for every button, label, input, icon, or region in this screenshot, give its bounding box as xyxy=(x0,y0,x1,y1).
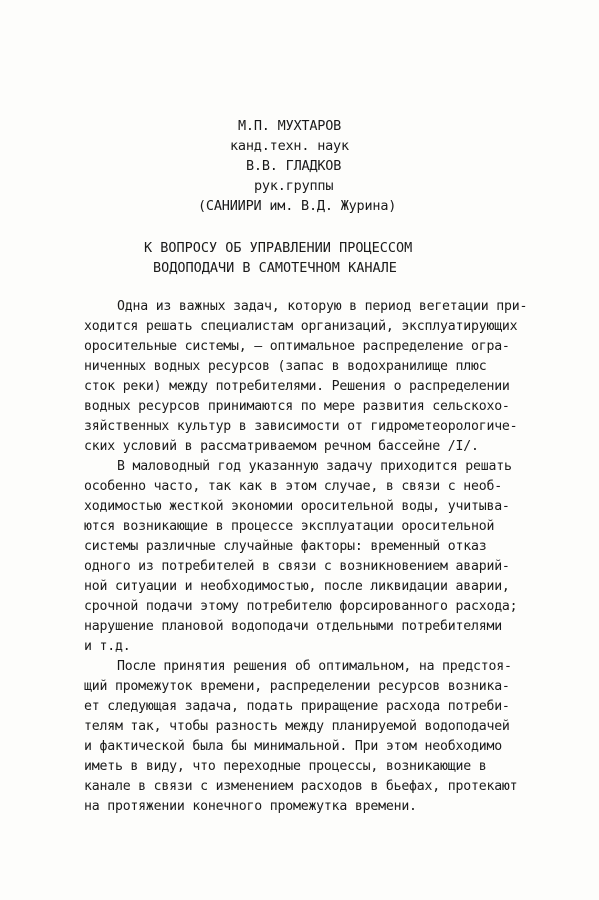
paragraph-line: ских условий в рассматриваемом речном бассейне /I/. xyxy=(84,439,479,454)
paragraph-line: и т.д. xyxy=(84,639,131,654)
paragraph-line: ходится решать специалистам организаций, эксплуатирующих xyxy=(84,319,518,334)
paragraph-line: ной ситуации и необходимостью, после ликвидации аварии, xyxy=(84,579,510,594)
paragraph-line: зяйственных культур в зависимости от гидрометеорологиче- xyxy=(84,419,518,434)
paragraph-line: канале в связи с изменением расходов в бьефах, протекают xyxy=(84,779,518,794)
paragraph-line: телям так, чтобы разность между планируемой водоподачей xyxy=(84,719,510,734)
paragraph-line: Одна из важных задач, которую в период вегетации при- xyxy=(117,299,528,314)
paragraph-line: системы различные случайные факторы: временный отказ xyxy=(84,539,487,554)
paragraph-line: ходимостью жесткой экономии оросительной воды, учитыва- xyxy=(84,499,510,514)
title-line-1: К ВОПРОСУ ОБ УПРАВЛЕНИИ ПРОЦЕССОМ xyxy=(144,240,413,256)
paragraph-line: особенно часто, так как в этом случае, в связи с необ- xyxy=(84,479,502,494)
paragraph-line: оросительные системы, – оптимальное распределение огра- xyxy=(84,339,510,354)
paragraph-line: После принятия решения об оптимальном, на предстоя- xyxy=(117,659,512,674)
paragraph-line: и фактической была бы минимальной. При этом необходимо xyxy=(84,739,502,754)
author1-name: М.П. МУХТАРОВ xyxy=(238,118,342,134)
paragraph-line: срочной подачи этому потребителю форсированного расхода; xyxy=(84,599,518,614)
author2-name: В.В. ГЛАДКОВ xyxy=(246,158,342,174)
title-line-2: ВОДОПОДАЧИ В САМОТЕЧНОМ КАНАЛЕ xyxy=(153,260,397,276)
paragraph-line: на протяжении конечного промежутка времени. xyxy=(84,799,417,814)
paragraph-line: ниченных водных ресурсов (запас в водохранилище плюс xyxy=(84,359,487,374)
paragraph-line: нарушение плановой водоподачи отдельными потребителями xyxy=(84,619,502,634)
paragraph-line: щий промежуток времени, распределении ресурсов возника- xyxy=(84,679,510,694)
paragraph-line: одного из потребителей в связи с возникновением аварий- xyxy=(84,559,510,574)
paragraph-line: ет следующая задача, подать приращение расхода потреби- xyxy=(84,699,510,714)
institution: (САНИИРИ им. В.Д. Журина) xyxy=(198,198,397,214)
author1-degree: канд.техн. наук xyxy=(230,138,349,154)
paragraph-line: сток реки) между потребителями. Решения о распределении xyxy=(84,379,510,394)
paragraph-line: В маловодный год указанную задачу приходится решать xyxy=(117,459,512,474)
author2-position: рук.группы xyxy=(254,178,334,194)
paragraph-line: водных ресурсов принимаются по мере развития сельскохо- xyxy=(84,399,510,414)
paragraph-line: ются возникающие в процессе эксплуатации оросительной xyxy=(84,519,495,534)
paragraph-line: иметь в виду, что переходные процессы, возникающие в xyxy=(84,759,487,774)
